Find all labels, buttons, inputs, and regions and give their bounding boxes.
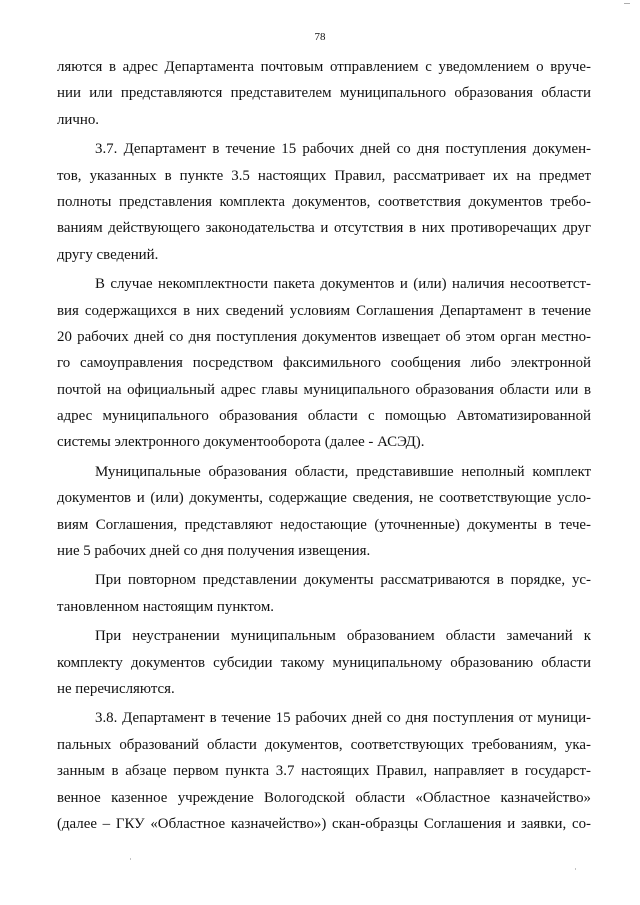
scan-corner-mark [624, 0, 630, 4]
text-line: системы электронного документооборота (далее - АСЭД). [57, 434, 425, 451]
text-line: 20 рабочих дней со дня поступления документов извещает об этом орган местно- [57, 328, 591, 345]
text-line: лично. [57, 111, 100, 128]
text-line: ляются в адрес Департамента почтовым отправлением с уведомлением о вруче- [57, 59, 591, 75]
text-line: В случае некомплектности пакета документов и (или) наличия несоответст- [95, 276, 591, 293]
text-line: вия содержащихся в них сведений условиям Соглашения Департамент в течение [57, 302, 591, 319]
text-line: ваниям действующего законодательства и отсутствия в них противоречащих друг [57, 220, 591, 237]
text-line: ние 5 рабочих дней со дня получения извещения. [57, 543, 371, 560]
page-number: 78 [314, 31, 326, 43]
document-body [57, 54, 591, 837]
text-line: другу сведений. [57, 246, 159, 263]
text-line: тов, указанных в пункте 3.5 настоящих Правил, рассматривает их на предмет [57, 167, 591, 184]
text-line: документов и (или) документы, содержащие сведения, не соответствующие усло- [57, 490, 591, 507]
scan-speck [130, 858, 131, 860]
text-line: почтой на официальный адрес главы муниципального образования области или в [57, 381, 591, 398]
text-line: комплекту документов субсидии такому муниципальному образованию области [57, 654, 591, 671]
paragraph [57, 54, 591, 133]
text-line: При повторном представлении документы рассматриваются в порядке, ус- [95, 572, 591, 589]
scan-speck [575, 868, 576, 870]
text-line: пальных образований области документов, соответствующих требованиям, ука- [57, 736, 591, 753]
paragraph [57, 136, 591, 268]
text-line: занным в абзаце первом пункта 3.7 настоящих Правил, направляет в государст- [57, 763, 591, 780]
paragraph [57, 623, 591, 702]
paragraph [57, 459, 591, 565]
text-line: виям Соглашения, представляют недостающие (уточненные) документы в тече- [57, 516, 591, 533]
text-line: При неустранении муниципальным образованием области замечаний к [95, 628, 591, 645]
text-line: (далее – ГКУ «Областное казначейство») скан-образцы Соглашения и заявки, со- [57, 815, 591, 832]
text-line: нии или представляются представителем муниципального образования области [57, 85, 591, 102]
paragraph [57, 705, 591, 837]
text-line: Муниципальные образования области, представившие неполный комплект [95, 463, 591, 480]
text-line: полноты представления комплекта документов, соответствия документов требо- [57, 193, 591, 210]
text-line: адрес муниципального образования области с помощью Автоматизированной [57, 408, 591, 425]
paragraph [57, 567, 591, 620]
text-line: не перечисляются. [57, 680, 175, 697]
text-line: 3.8. Департамент в течение 15 рабочих дней со дня поступления от муници- [95, 710, 591, 727]
text-line: венное казенное учреждение Вологодской области «Областное казначейство» [57, 789, 591, 806]
paragraph [57, 271, 591, 456]
text-line: 3.7. Департамент в течение 15 рабочих дней со дня поступления докумен- [95, 141, 591, 158]
text-line: го самоуправления посредством факсимильного сообщения либо электронной [57, 355, 591, 372]
text-line: тановленном настоящим пунктом. [57, 598, 274, 615]
